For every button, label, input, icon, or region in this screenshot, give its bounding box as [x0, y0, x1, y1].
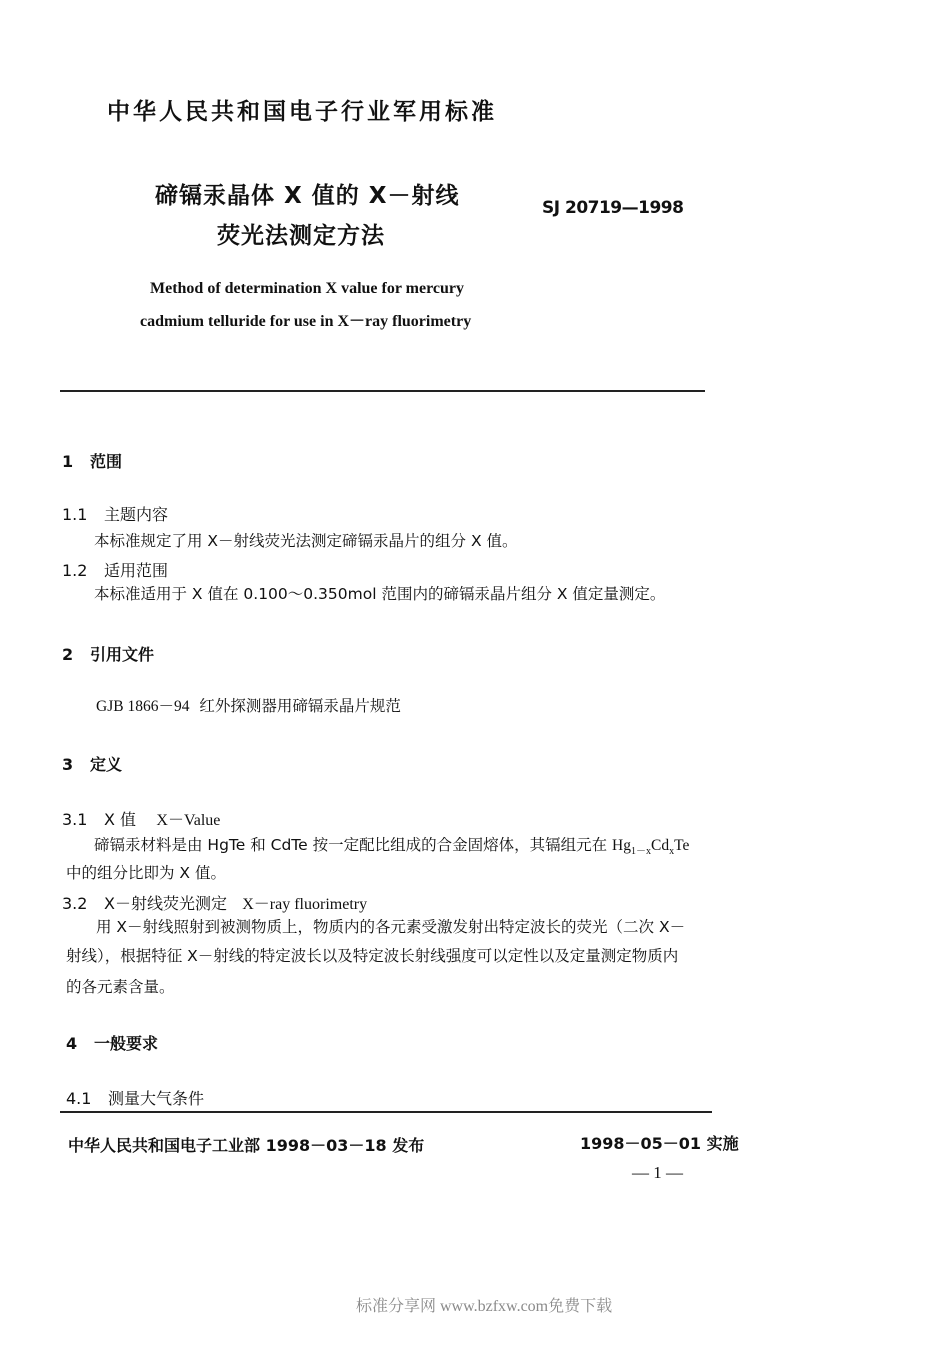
issue-date: 中华人民共和国电子工业部 1998－03－18 发布: [68, 1136, 425, 1155]
title-cn-line1: 碲镉汞晶体 X 值的 X－射线: [155, 183, 460, 209]
section-3-2-line3: 的各元素含量。: [66, 978, 175, 996]
chemical-formula: $Hg_{1-x}Cd_xTe$: [612, 837, 690, 858]
standard-category: 中华人民共和国电子行业军用标准: [107, 99, 497, 125]
effective-date: 1998－05－01 实施: [580, 1134, 739, 1153]
title-cn-line2: 荧光法测定方法: [217, 223, 385, 249]
reference-document: [96, 694, 401, 716]
section-1-1-text: 本标准规定了用 X－射线荧光法测定碲镉汞晶片的组分 X 值。: [94, 532, 518, 550]
section-title: X 值: [104, 810, 137, 829]
section-3-1-line2: 中的组分比即为 X 值。: [66, 864, 226, 882]
section-1-2-text: 本标准适用于 X 值在 0.100～0.350mol 范围内的碲镉汞晶片组分 X 值定量测定。: [94, 585, 666, 603]
section-number: 1: [62, 452, 74, 471]
section-title: 主题内容: [104, 505, 169, 524]
header-divider: [60, 390, 705, 392]
section-4-heading: [66, 1031, 158, 1054]
title-en-line2: cadmium telluride for use in X－ray fluorimetry: [140, 313, 472, 330]
section-2-heading: [62, 642, 154, 665]
section-1-2-heading: [62, 558, 168, 581]
watermark: 标准分享网 www.bzfxw.com免费下载: [356, 1298, 613, 1315]
section-title: 范围: [90, 452, 123, 471]
section-number: 2: [62, 645, 74, 664]
section-number: 3: [62, 755, 74, 774]
section-3-1-heading: [62, 807, 220, 830]
section-3-1-line1: [94, 833, 689, 857]
reference-code: GJB 1866－94: [96, 698, 190, 715]
section-3-heading: [62, 752, 122, 775]
section-title: 测量大气条件: [108, 1089, 205, 1108]
section-3-2-heading: [62, 891, 367, 914]
section-title: 适用范围: [104, 561, 169, 580]
title-en-line1: Method of determination X value for mercury: [150, 280, 465, 297]
section-title: X－射线荧光测定: [104, 894, 227, 913]
section-title: 一般要求: [94, 1034, 159, 1053]
section-number: 4.1: [66, 1089, 92, 1108]
page-number: — 1 —: [632, 1163, 683, 1182]
section-title-en: X－ray fluorimetry: [242, 896, 368, 913]
section-number: 3.2: [62, 894, 88, 913]
section-3-2-line1: 用 X－射线照射到被测物质上，物质内的各元素受激发射出特定波长的荧光（二次 X－: [96, 918, 686, 936]
section-number: 4: [66, 1034, 78, 1053]
section-1-heading: [62, 449, 122, 472]
reference-title: 红外探测器用碲镉汞晶片规范: [199, 697, 401, 715]
standard-code: SJ 20719—1998: [542, 198, 684, 218]
section-number: 3.1: [62, 810, 88, 829]
section-3-2-line2: 射线），根据特征 X－射线的特定波长以及特定波长射线强度可以定性以及定量测定物质内: [66, 947, 679, 965]
section-4-1-heading: [66, 1086, 204, 1109]
section-title: 引用文件: [90, 645, 155, 664]
definition-text: 碲镉汞材料是由 HgTe 和 CdTe 按一定配比组成的合金固熔体，其镉组元在: [94, 836, 608, 854]
section-1-1-heading: [62, 502, 168, 525]
section-number: 1.2: [62, 561, 88, 580]
footer-divider: [60, 1111, 712, 1113]
section-title-en: X－Value: [156, 812, 221, 829]
section-number: 1.1: [62, 505, 88, 524]
section-title: 定义: [90, 755, 123, 774]
